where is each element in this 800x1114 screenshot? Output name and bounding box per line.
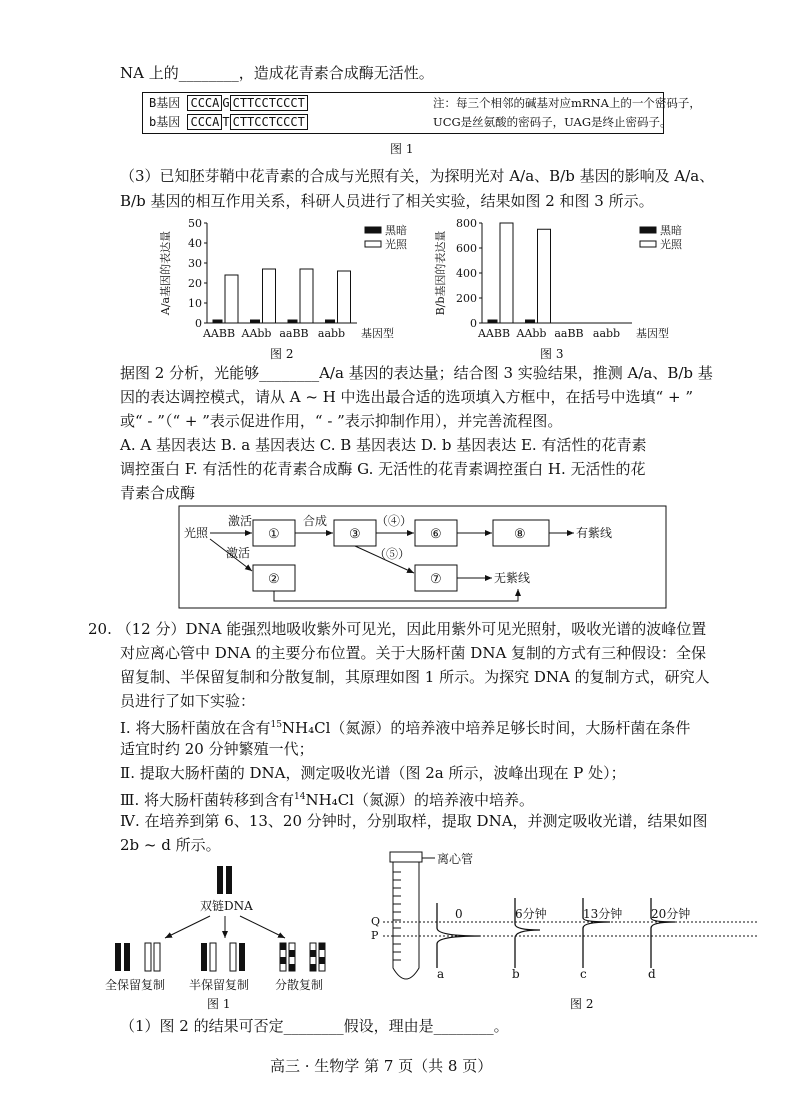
flow-box-6-label: ⑥	[430, 527, 442, 542]
q20-step-3-a: Ⅲ. 将大肠杆菌转移到含有	[120, 791, 295, 809]
y-tick-label: 600	[456, 242, 477, 255]
q20-step-1-cont: 适宜时约 20 分钟繁殖一代；	[120, 740, 314, 758]
bar-AABB-光照	[225, 275, 238, 323]
y-tick-label: 30	[188, 257, 202, 270]
fig1-note-1: 注：每三个相邻的碱基对应mRNA上的一个密码子，	[433, 96, 701, 110]
bar-AAbb-黑暗	[251, 320, 260, 323]
time-13: 13分钟	[583, 907, 623, 921]
legend-label: 黑暗	[385, 224, 407, 237]
flow-light-label: 光照	[184, 526, 209, 540]
x-tick-label: aaBB	[554, 327, 584, 340]
analysis-line-1: 据图 2 分析，光能够________A/a 基因的表达量；结合图 3 实验结果，推测 A/a、B/b 基	[120, 364, 713, 382]
x-tick-label: aabb	[317, 327, 346, 340]
bar-AABB-黑暗	[488, 320, 497, 323]
y-tick-label: 400	[456, 267, 477, 280]
q20-step-4: Ⅳ. 在培养到第 6、13、20 分钟时，分别取样，提取 DNA，并测定吸收光谱，结果如图	[120, 812, 708, 830]
y-tick-label: 0	[470, 317, 477, 330]
spectrum-d-label: d	[648, 967, 656, 981]
lb-gene-mid: T	[222, 115, 230, 129]
flow-nopurple-label: 无紫线	[494, 571, 531, 585]
fig1-note-2: UCG是丝氨酸的密码子，UAG是终止密码子。	[433, 115, 672, 129]
flow-box-7-label: ⑦	[430, 572, 442, 587]
x-tick-label: AABB	[477, 327, 511, 340]
y-tick-label: 10	[188, 297, 202, 310]
full-conservative-label: 全保留复制	[105, 978, 166, 992]
q20-step-1-sup: 15	[270, 720, 282, 730]
bar-aaBB-黑暗	[288, 320, 297, 323]
bar-AAbb-黑暗	[526, 320, 535, 323]
x-tick-label: AAbb	[241, 327, 272, 340]
lb-gene-seq1: CCCA	[187, 114, 222, 130]
analysis-line-3: 或“ - ”（“ + ”表示促进作用，“ - ”表示抑制作用），并完善流程图。	[120, 412, 563, 430]
spectrum-c-label: c	[580, 967, 587, 981]
b-gene-seq1: CCCA	[187, 95, 222, 111]
y-axis-label: B/b基因的表达量	[434, 230, 447, 316]
flow-purple-label: 有紫线	[576, 526, 613, 540]
q3-line-2: B/b 基因的相互作用关系，科研人员进行了相关实验，结果如图 2 和图 3 所示。	[120, 192, 654, 210]
q20-1-question: （1）图 2 的结果可否定________假设，理由是________。	[120, 1017, 509, 1035]
flow-box-3-label: ③	[349, 527, 361, 542]
bar-AABB-黑暗	[213, 320, 222, 323]
b-gene-mid: G	[222, 96, 230, 110]
legend-label: 黑暗	[660, 224, 682, 237]
absorption-spectra-figure	[355, 848, 760, 1013]
bar-AAbb-光照	[538, 229, 551, 323]
y-tick-label: 50	[188, 217, 202, 230]
x-axis-label: 基因型	[361, 327, 394, 340]
options-line-2: 调控蛋白 F. 有活性的花青素合成酶 G. 无活性的花青素调控蛋白 H. 无活性的花	[120, 460, 646, 478]
bar-aabb-光照	[338, 271, 351, 323]
options-line-1: A. A 基因表达 B. a 基因表达 C. B 基因表达 D. b 基因表达 E. 有活性的花青素	[120, 436, 647, 454]
regulation-flowchart	[178, 505, 668, 610]
q20-step-2: Ⅱ. 提取大肠杆菌的 DNA，测定吸收光谱（图 2a 所示，波峰出现在 P 处）；	[120, 764, 626, 782]
flow-paren-5: （⑤）	[374, 547, 411, 561]
bar-AABB-光照	[500, 223, 513, 323]
flow-activate-1: 激活	[228, 514, 253, 528]
analysis-line-2: 因的表达调控模式，请从 A ~ H 中选出最合适的选项填入方框中，在括号中选填“ + ”	[120, 388, 693, 406]
replication-models-figure	[105, 858, 355, 1013]
bar-AAbb-光照	[263, 269, 276, 323]
legend-label: 光照	[660, 238, 682, 251]
time-20: 20分钟	[651, 907, 691, 921]
fig20-1-caption: 图 1	[207, 997, 231, 1011]
y-tick-label: 200	[456, 292, 477, 305]
q20-line-3: 留复制、半保留复制和分散复制，其原理如图 1 所示。为探究 DNA 的复制方式，研究人	[120, 668, 710, 686]
lb-gene-label: b基因	[149, 115, 181, 129]
bar-aabb-黑暗	[326, 320, 335, 323]
q20-step-3-b: NH₄Cl（氮源）的培养液中培养。	[305, 791, 534, 809]
q20-step-3	[120, 786, 534, 811]
semi-conservative-label: 半保留复制	[189, 978, 250, 992]
q20-step-1	[120, 714, 690, 739]
x-tick-label: aaBB	[279, 327, 309, 340]
x-tick-label: AABB	[202, 327, 236, 340]
flow-paren-4: （④）	[376, 514, 413, 528]
time-0: 0	[455, 907, 463, 921]
flow-synth-label: 合成	[303, 514, 328, 528]
fig1-caption: 图 1	[390, 142, 414, 156]
y-tick-label: 20	[188, 277, 202, 290]
x-tick-label: AAbb	[516, 327, 547, 340]
figure-2-bar-chart	[155, 215, 415, 345]
b-gene-label: B基因	[149, 96, 181, 110]
legend-label: 光照	[385, 238, 407, 251]
tube-label: 离心管	[437, 852, 474, 866]
q3-line-1: （3）已知胚芽鞘中花青素的合成与光照有关，为探明光对 A/a、B/b 基因的影响及 A/a、	[120, 167, 715, 185]
dna-label: 双链DNA	[200, 899, 253, 913]
q20-line-4: 员进行了如下实验：	[120, 692, 256, 710]
fig20-2-caption: 图 2	[570, 997, 594, 1011]
flow-box-8-label: ⑧	[514, 527, 526, 542]
legend-swatch-光照	[365, 241, 381, 247]
b-gene-seq2: CTTCCTCCCT	[230, 95, 308, 111]
q20-step-1-a: Ⅰ. 将大肠杆菌放在含有	[120, 719, 271, 737]
q-label: Q	[371, 915, 381, 928]
flow-box-2-label: ②	[268, 572, 280, 587]
x-tick-label: aabb	[592, 327, 621, 340]
y-tick-label: 40	[188, 237, 202, 250]
flow-box-1-label: ①	[268, 527, 280, 542]
spectrum-a-label: a	[437, 967, 445, 981]
q20-line-1: 20. （12 分）DNA 能强烈地吸收紫外可见光，因此用紫外可见光照射，吸收光谱的波峰位置	[88, 620, 707, 638]
q20-step-3-sup: 14	[294, 792, 306, 802]
y-axis-label: A/a基因的表达量	[159, 230, 172, 316]
options-line-3: 青素合成酶	[120, 484, 196, 502]
legend-swatch-黑暗	[365, 227, 381, 233]
spectrum-b-label: b	[512, 967, 520, 981]
bar-aaBB-光照	[300, 269, 313, 323]
x-axis-label: 基因型	[636, 327, 669, 340]
flow-activate-2: 激活	[226, 546, 251, 560]
page-footer: 高三 · 生物学 第 7 页（共 8 页）	[270, 1057, 493, 1075]
figure-3-bar-chart	[430, 215, 690, 345]
y-tick-label: 800	[456, 217, 477, 230]
dispersive-label: 分散复制	[275, 978, 324, 992]
time-6: 6分钟	[515, 907, 547, 921]
q20-step-1-b: NH₄Cl（氮源）的培养液中培养足够长时间，大肠杆菌在条件	[281, 719, 691, 737]
p-label: P	[371, 929, 379, 942]
chart2-caption: 图 2	[270, 347, 294, 361]
lb-gene-seq2: CTTCCTCCCT	[230, 114, 308, 130]
q20-step-4-cont: 2b ~ d 所示。	[120, 836, 221, 854]
chart3-caption: 图 3	[540, 347, 564, 361]
gene-sequence-figure	[142, 92, 701, 134]
y-tick-label: 0	[195, 317, 202, 330]
continued-question-line: NA 上的________，造成花青素合成酶无活性。	[120, 64, 434, 82]
legend-swatch-光照	[640, 241, 656, 247]
q20-line-2: 对应离心管中 DNA 的主要分布位置。关于大肠杆菌 DNA 复制的方式有三种假设：全保	[120, 644, 707, 662]
legend-swatch-黑暗	[640, 227, 656, 233]
